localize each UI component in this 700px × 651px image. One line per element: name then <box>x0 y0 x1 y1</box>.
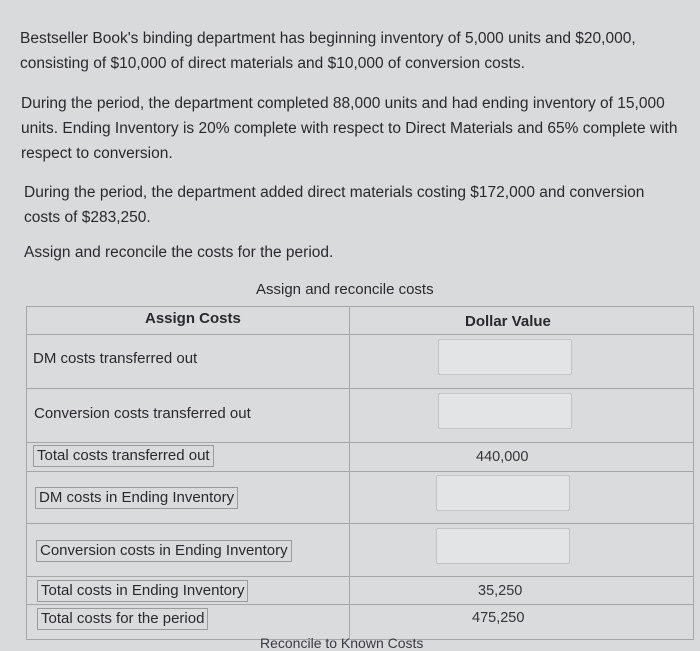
assign-costs-table <box>26 306 694 640</box>
dm-transferred-out-input[interactable] <box>438 339 572 375</box>
row-divider <box>27 576 693 577</box>
total-period-value: 475,250 <box>472 610 525 626</box>
problem-completion: During the period, the department completed 88,000 units and had ending inventory of 15,000 units. Ending Inventory is 20% complete with respect to Direct Materials and 65% complete with respect to conversion. <box>21 95 678 162</box>
conversion-transferred-out-input[interactable] <box>438 393 572 429</box>
row-label-total-period: Total costs for the period <box>37 608 208 630</box>
row-label-total-ending-inventory: Total costs in Ending Inventory <box>37 580 248 602</box>
row-divider <box>27 442 693 443</box>
header-dollar-value: Dollar Value <box>465 313 551 330</box>
row-label-dm-ending-inventory: DM costs in Ending Inventory <box>35 487 238 509</box>
column-divider <box>349 307 350 639</box>
row-divider <box>27 334 693 335</box>
problem-additions: During the period, the department added direct materials costing $172,000 and conversion costs of $283,250. <box>24 184 645 226</box>
row-label-total-transferred-out: Total costs transferred out <box>33 445 214 467</box>
problem-intro: Bestseller Book's binding department has beginning inventory of 5,000 units and $20,000, consisting of $10,000 of direct materials and $10,000 of conversion costs. <box>20 30 636 72</box>
problem-instruction: Assign and reconcile the costs for the period. <box>24 244 334 261</box>
row-divider <box>27 604 693 605</box>
header-assign-costs: Assign Costs <box>145 310 241 327</box>
total-ending-inventory-value: 35,250 <box>478 583 523 599</box>
dm-ending-inventory-input[interactable] <box>436 475 570 511</box>
row-divider <box>27 523 693 524</box>
row-divider <box>27 388 693 389</box>
row-label-conversion-transferred-out: Conversion costs transferred out <box>34 405 251 422</box>
table-caption: Assign and reconcile costs <box>256 281 434 298</box>
conversion-ending-inventory-input[interactable] <box>436 528 570 564</box>
reconcile-footer: Reconcile to Known Costs <box>260 635 424 651</box>
row-label-conversion-ending-inventory: Conversion costs in Ending Inventory <box>36 540 292 562</box>
total-transferred-out-value: 440,000 <box>476 449 529 465</box>
row-divider <box>27 471 693 472</box>
row-label-dm-transferred-out: DM costs transferred out <box>33 350 198 367</box>
